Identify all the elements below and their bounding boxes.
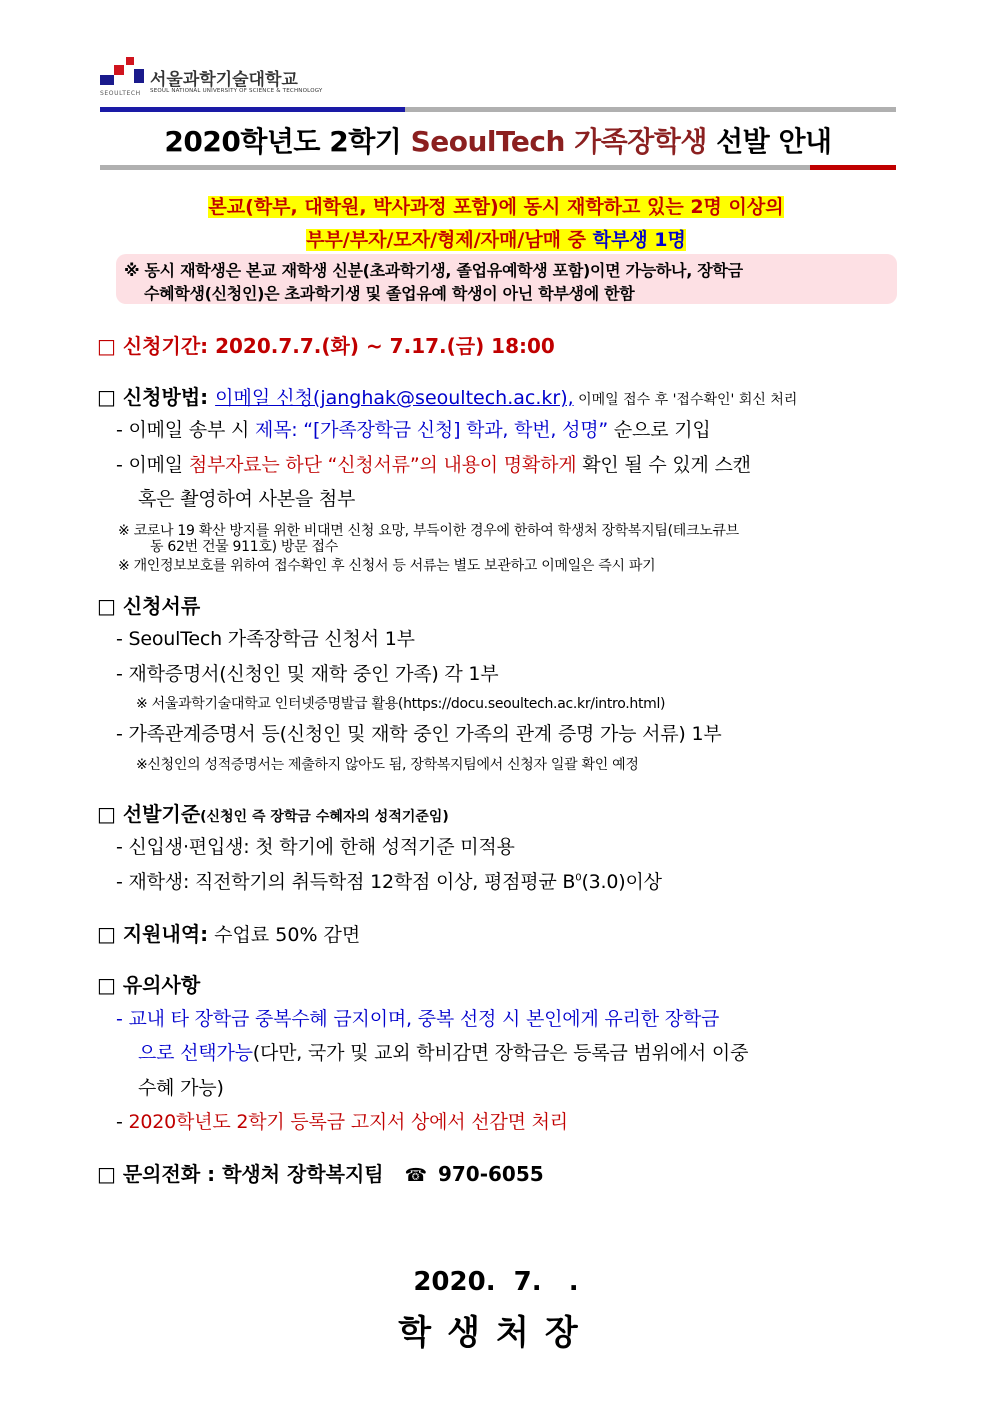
criteria-item2-text: - 재학생: 직전학기의 취득학점 12학점 이상, 평점평균 B xyxy=(116,871,576,893)
note-box-line1: ※ 동시 재학생은 본교 재학생 신분(초과학기생, 졸업유예학생 포함)이면 가능하나, 장학금 xyxy=(124,261,743,280)
docs-item2: - 재학증명서(신청인 및 재학 중인 가족) 각 1부 xyxy=(116,663,499,685)
method-b2-pre: - 이메일 xyxy=(116,454,189,476)
top-bar-blue xyxy=(100,107,405,112)
docs-item1: - SeoulTech 가족장학금 신청서 1부 xyxy=(116,628,415,650)
support-label: □ 지원내역: xyxy=(97,922,209,946)
method-heading xyxy=(97,381,797,410)
notes-item2-text: 2020학년도 2학기 등록금 고지서 상에서 선감면 처리 xyxy=(128,1111,568,1133)
eligibility-note-box xyxy=(116,254,897,304)
docs-item3: - 가족관계증명서 등(신청인 및 재학 중인 가족의 관계 증명 가능 서류) 1부 xyxy=(116,723,722,745)
method-email-link[interactable]: 이메일 신청(janghak@seoultech.ac.kr), xyxy=(215,387,574,409)
top-bar-gray xyxy=(405,107,896,112)
eligibility-line2 xyxy=(0,225,992,252)
support-heading xyxy=(97,918,360,947)
logo-brand: SEOULTECH xyxy=(100,90,141,97)
docs-item2-note: ※ 서울과학기술대학교 인터넷증명발급 활용(https://docu.seoultech.ac.kr/intro.html) xyxy=(136,696,666,712)
method-label: □ 신청방법: xyxy=(97,385,216,409)
contact-phone: 970-6055 xyxy=(437,1162,544,1186)
note-box-line2: 수혜학생(신청인)은 초과학기생 및 졸업유예 학생이 아닌 학부생에 한함 xyxy=(144,284,635,303)
method-b1-post: 순으로 기입 xyxy=(608,419,711,441)
criteria-item2 xyxy=(116,867,662,894)
notes-item1c: 수혜 가능) xyxy=(138,1077,224,1099)
university-logo xyxy=(100,55,323,100)
contact-heading xyxy=(97,1158,544,1187)
method-email-note: 이메일 접수 후 '접수확인' 회신 처리 xyxy=(573,392,798,408)
criteria-label: □ 선발기준 xyxy=(97,802,201,826)
page-title xyxy=(100,120,896,160)
method-note1b: 동 62번 건물 911호) 방문 접수 xyxy=(150,539,338,555)
seoultech-logo-icon xyxy=(100,55,146,89)
method-bullet2 xyxy=(116,450,751,477)
criteria-heading xyxy=(97,798,449,827)
eligibility-text1: 본교(학부, 대학원, 박사과정 포함)에 동시 재학하고 있는 2명 이상의 xyxy=(208,196,784,218)
document-date: 2020. 7. . xyxy=(413,1267,579,1297)
docs-heading: □ 신청서류 xyxy=(97,594,201,618)
notes-item1b-blue: 으로 선택가능 xyxy=(138,1042,253,1064)
eligibility-line1 xyxy=(0,192,992,219)
method-b2-mid: 첨부자료는 하단 “신청서류”의 내용이 명확하게 xyxy=(188,454,577,476)
eligibility-text2b: 학부생 1명 xyxy=(592,229,686,251)
notes-heading: □ 유의사항 xyxy=(97,973,201,997)
bottom-bar-gray xyxy=(100,165,810,170)
notes-item1b xyxy=(138,1038,748,1065)
logo-name: 서울과학기술대학교 xyxy=(150,70,298,90)
method-note2: ※ 개인정보보호를 위하여 접수확인 후 신청서 등 서류는 별도 보관하고 이메일은 즉시 파기 xyxy=(118,558,656,574)
method-b1-mid: 제목: “[가족장학금 신청] 학과, 학번, 성명” xyxy=(254,419,609,441)
notes-item2-dash: - xyxy=(116,1111,129,1133)
criteria-item2-sup: 0 xyxy=(575,872,582,884)
notes-item2 xyxy=(116,1107,568,1134)
eligibility-text2a: 부부/부자/모자/형제/자매/남매 중 xyxy=(306,229,593,251)
title-pre: 2020학년도 2학기 xyxy=(164,125,411,158)
docs-item3-note: ※신청인의 성적증명서는 제출하지 않아도 됨, 장학복지팀에서 신청자 일괄 확인 예정 xyxy=(136,757,639,773)
criteria-item2-end: (3.0)이상 xyxy=(581,871,662,893)
bottom-bar-red xyxy=(810,165,896,170)
title-brand: SeoulTech 가족장학생 xyxy=(410,125,707,158)
contact-label: □ 문의전화 : 학생처 장학복지팀 xyxy=(97,1162,384,1186)
criteria-label-small: (신청인 즉 장학금 수혜자의 성적기준임) xyxy=(200,809,449,825)
title-post: 선발 안내 xyxy=(706,125,832,158)
signature: 학생처장 xyxy=(398,1313,594,1353)
support-value: 수업료 50% 감면 xyxy=(208,924,361,946)
logo-subtitle: SEOUL NATIONAL UNIVERSITY OF SCIENCE & TECHNOLOGY xyxy=(150,88,323,94)
period-heading: □ 신청기간: 2020.7.7.(화) ~ 7.17.(금) 18:00 xyxy=(97,334,555,358)
notes-item1b-rest: (다만, 국가 및 교외 학비감면 장학금은 등록금 범위에서 이중 xyxy=(252,1042,749,1064)
method-b2-post: 확인 될 수 있게 스캔 xyxy=(576,454,751,476)
method-bullet2-cont: 혹은 촬영하여 사본을 첨부 xyxy=(138,488,356,510)
criteria-item1: - 신입생·편입생: 첫 학기에 한해 성적기준 미적용 xyxy=(116,836,515,858)
notes-item1a: - 교내 타 장학금 중복수혜 금지이며, 중복 선정 시 본인에게 유리한 장학금 xyxy=(116,1008,720,1030)
method-b1-pre: - 이메일 송부 시 xyxy=(116,419,255,441)
method-note1a: ※ 코로나 19 확산 방지를 위한 비대면 신청 요망, 부득이한 경우에 한하여 학생처 장학복지팀(테크노큐브 xyxy=(118,523,739,539)
phone-icon: ☎ xyxy=(404,1165,427,1186)
method-bullet1 xyxy=(116,415,711,442)
